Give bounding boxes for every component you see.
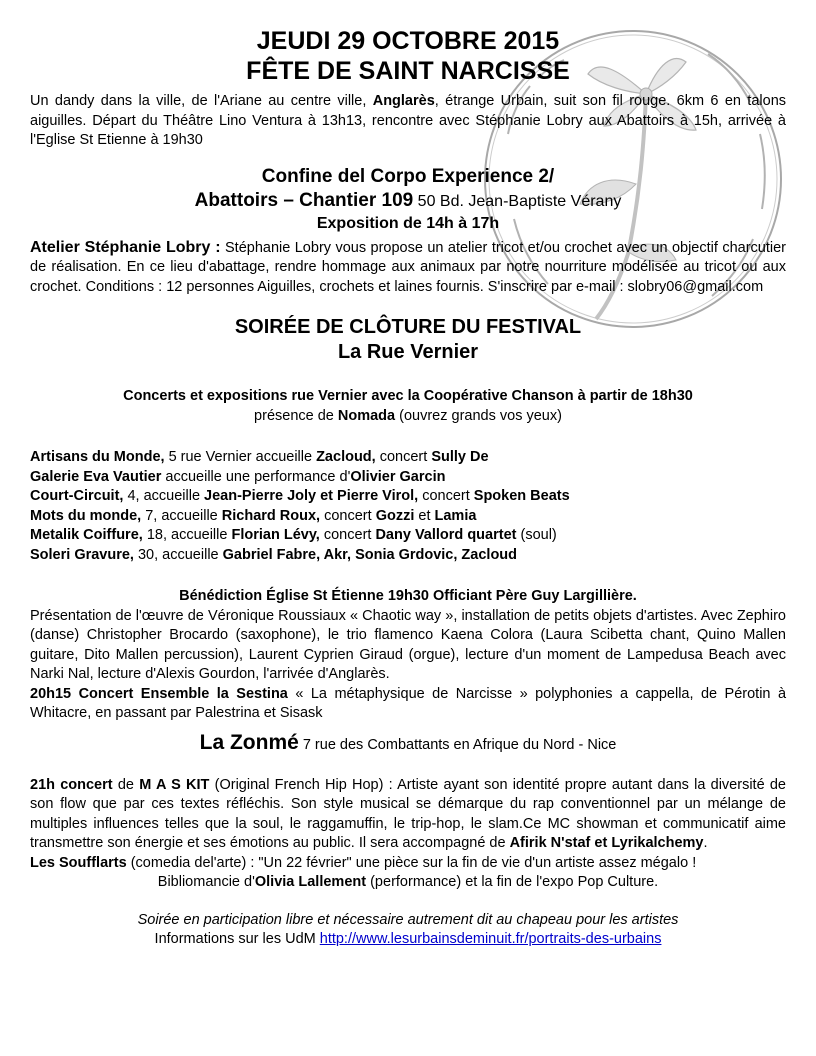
closing-title: SOIRÉE DE CLÔTURE DU FESTIVAL <box>234 316 582 338</box>
atelier-text: Stéphanie Lobry vous propose un atelier tricot et/ou crochet avec un objectif charcutier de réalisation. En ce lieu d'abattage, rendre hommage aux animaux par notre nourriture modélisée au tricot ou aux crochet. Conditions : 12 personnes Aiguilles, crochets et laines fournis. S'inscrire par e-mail : slobry06@gmail.com <box>30 239 786 295</box>
venue-item: Artisans du Monde, 5 rue Vernier accueille Zacloud, concert Sully De <box>30 449 489 465</box>
intro-text-1: Un dandy dans la ville, de l'Ariane au centre ville, <box>30 93 373 109</box>
footer-participation: Soirée en participation libre et nécessaire autrement dit au chapeau pour les artistes <box>137 911 679 928</box>
flyer-page <box>30 26 786 950</box>
venue-item: Metalik Coiffure, 18, accueille Florian Lévy, concert Dany Vallord quartet (soul) <box>30 527 557 543</box>
intro-artist-name: Anglarès <box>372 93 435 109</box>
maskit-name: M A S KIT <box>139 776 210 793</box>
confine-venue-name: Abattoirs – Chantier 109 <box>194 189 414 211</box>
maskit-paragraph: 21h concert de M A S KIT (Original French Hip Hop) : Artiste ayant son identité propre autant dans la diversité de son flow que par ces textes réfléchis. Son style musical se démarque du rap conventionnel par un mélange de multiples influences telles que la soul, le raggamuffin, le trip-hop, le slam.Ce MC showman et communicatif aime transmettre son énergie et ses émotions au public. Il sera accompagné de Afirik N'staf et Lyrikalchemy. <box>30 776 786 851</box>
benediction-title: Bénédiction Église St Étienne 19h30 Officiant Père Guy Largillière. <box>179 588 637 604</box>
soufflarts-label: Les Soufflarts <box>30 854 127 871</box>
sestina-label: 20h15 Concert Ensemble la Sestina <box>30 685 288 702</box>
venue-item: Soleri Gravure, 30, accueille Gabriel Fabre, Akr, Sonia Grdovic, Zacloud <box>30 546 518 563</box>
presence-name: Nomada <box>337 407 396 424</box>
footer-url-link[interactable]: http://www.lesurbainsdeminuit.fr/portraits-des-urbains <box>319 931 662 947</box>
confine-hours: Exposition de 14h à 17h <box>316 214 500 232</box>
maskit-label: 21h concert <box>30 776 113 793</box>
footer-info-label: Informations sur les UdM <box>154 931 320 947</box>
footer-info <box>30 930 786 950</box>
atelier-label: Atelier Stéphanie Lobry : <box>30 238 221 256</box>
atelier-paragraph <box>30 238 786 298</box>
intro-paragraph <box>30 92 786 151</box>
bibliomancie-name: Olivia Lallement <box>254 874 367 890</box>
sestina-paragraph <box>30 685 786 724</box>
concerts-line: Concerts et expositions rue Vernier avec la Coopérative Chanson à partir de 18h30 <box>123 388 693 404</box>
presence-pre: présence de <box>254 407 338 424</box>
closing-subtitle: La Rue Vernier <box>337 341 479 363</box>
bibliomancie-line: Bibliomancie d'Olivia Lallement (performance) et la fin de l'expo Pop Culture. <box>157 874 659 890</box>
soufflarts-paragraph: Les Soufflarts (comedia del'arte) : "Un 22 février" une pièce sur la fin de vie d'un artiste assez mégalo ! <box>30 854 697 871</box>
venue-item: Mots du monde, 7, accueille Richard Roux, concert Gozzi et Lamia <box>30 507 477 524</box>
maskit-guests: Afirik N'staf et Lyrikalchemy <box>509 835 704 851</box>
event-date: JEUDI 29 OCTOBRE 2015 <box>256 27 560 55</box>
presence-line <box>30 407 786 427</box>
venue-item: Court-Circuit, 4, accueille Jean-Pierre Joly et Pierre Virol, concert Spoken Beats <box>30 488 570 504</box>
venue-list <box>30 448 786 565</box>
presence-post: (ouvrez grands vos yeux) <box>395 407 562 424</box>
confine-venue-address: 50 Bd. Jean-Baptiste Vérany <box>413 192 622 210</box>
sestina-text: « La métaphysique de Narcisse » polyphonies a cappella, de Pérotin à Whitacre, en passant par Palestrina et Sisask <box>30 685 787 721</box>
confine-title: Confine del Corpo Experience 2/ <box>261 165 555 187</box>
zonme-heading <box>30 730 786 758</box>
intro-text-2: , étrange Urbain, suit son fil rouge. 6km 6 en talons aiguilles. Départ du Théâtre Lino Ventura à 13h13, rencontre avec Stéphanie Lobry aux Abattoirs à 15h, arrivée à l'Eglise St Etienne à 19h30 <box>30 93 787 148</box>
benediction-text: Présentation de l'œuvre de Véronique Roussiaux « Chaotic way », installation de petits objets d'artistes. Avec Zephiro (danse) Christopher Brocardo (saxophone), le trio flamenco Kaena Colora (Laura Scibetta chant, Quino Mallen guitare, Dito Mallen percussion), Laurent Cyprien Giraud (orgue), lecture d'un moment de Lampedusa Beach avec Narki Nal, lecture d'Alexis Gourdon, l'arrivée d'Anglarès. <box>30 607 786 682</box>
page-title: FÊTE DE SAINT NARCISSE <box>246 57 570 85</box>
zonme-title: La Zonmé <box>199 730 299 754</box>
confine-venue <box>30 189 786 214</box>
venue-item: Galerie Eva Vautier accueille une performance d'Olivier Garcin <box>30 468 446 485</box>
zonme-address: 7 rue des Combattants en Afrique du Nord - Nice <box>298 736 617 753</box>
